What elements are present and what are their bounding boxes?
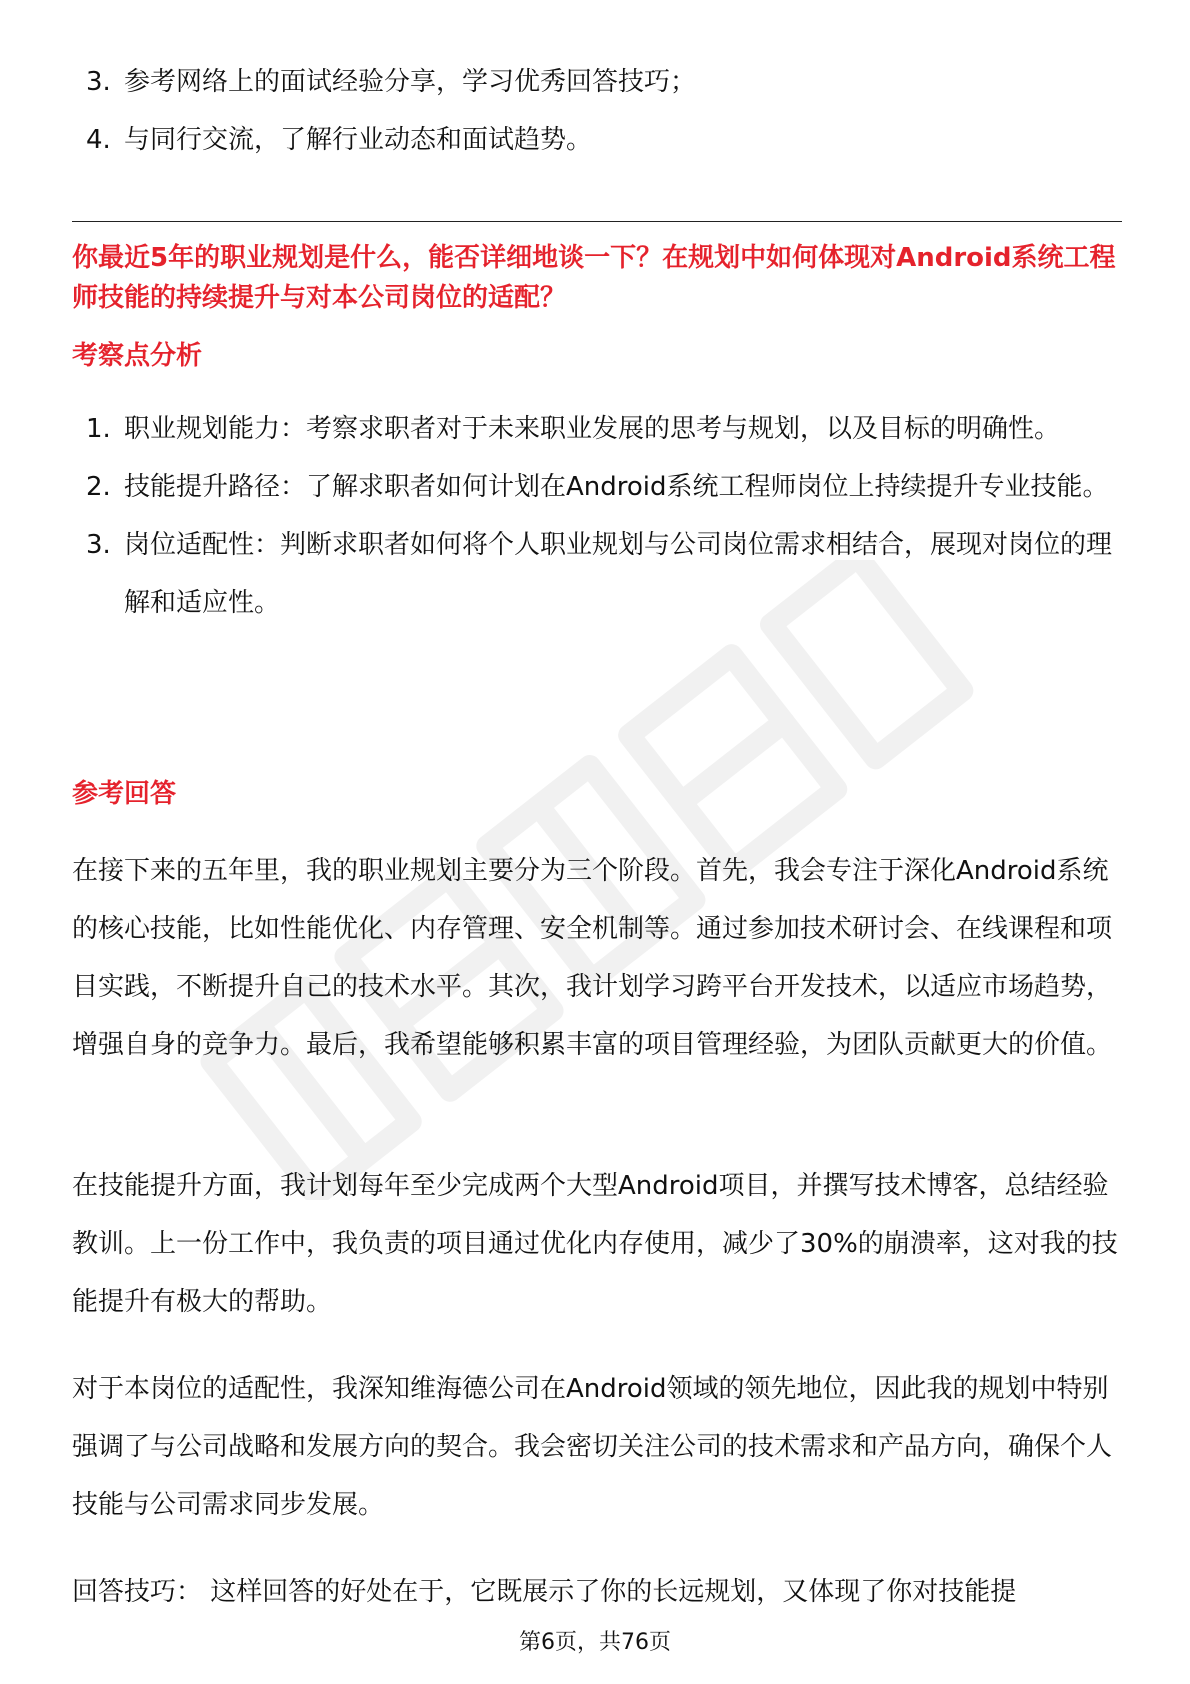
previous-answer-list <box>72 53 1122 169</box>
list-item-number: 4. <box>86 125 111 155</box>
answer-tips: 回答技巧： 这样回答的好处在于，它既展示了你的长远规划，又体现了你对技能提 <box>72 1577 1017 1607</box>
list-item-text: 参考网络上的面试经验分享，学习优秀回答技巧； <box>124 67 697 97</box>
analysis-heading: 考察点分析 <box>72 341 203 371</box>
list-item <box>72 458 1122 516</box>
answer-paragraph: 对于本岗位的适配性，我深知维海德公司在Android领域的领先地位，因此我的规划中特别强调了与公司战略和发展方向的契合。我会密切关注公司的技术需求和产品方向，确保个人技能与公司需求同步发展。 <box>72 1374 1113 1520</box>
analysis-list <box>72 400 1122 632</box>
list-item-number: 2. <box>86 472 111 502</box>
list-item <box>72 53 1122 111</box>
document-page <box>72 0 1122 1684</box>
list-item-number: 3. <box>86 67 111 97</box>
answer-heading: 参考回答 <box>72 779 177 809</box>
list-item-text: 职业规划能力：考察求职者对于未来职业发展的思考与规划，以及目标的明确性。 <box>124 414 1061 444</box>
list-item-text: 技能提升路径：了解求职者如何计划在Android系统工程师岗位上持续提升专业技能。 <box>124 472 1109 502</box>
answer-paragraph: 在技能提升方面，我计划每年至少完成两个大型Android项目，并撰写技术博客，总结经验教训。上一份工作中，我负责的项目通过优化内存使用，减少了30%的崩溃率，这对我的技能提升有极大的帮助。 <box>72 1171 1118 1317</box>
list-item-number: 3. <box>86 530 111 560</box>
list-item-text: 岗位适配性：判断求职者如何将个人职业规划与公司岗位需求相结合，展现对岗位的理解和适应性。 <box>124 530 1113 618</box>
answer-paragraph: 在接下来的五年里，我的职业规划主要分为三个阶段。首先，我会专注于深化Android系统的核心技能，比如性能优化、内存管理、安全机制等。通过参加技术研讨会、在线课程和项目实践，不断提升自己的技术水平。其次，我计划学习跨平台开发技术，以适应市场趋势，增强自身的竞争力。最后，我希望能够积累丰富的项目管理经验，为团队贡献更大的价值。 <box>72 856 1113 1060</box>
list-item-text: 与同行交流，了解行业动态和面试趋势。 <box>124 125 593 155</box>
question-title: 你最近5年的职业规划是什么，能否详细地谈一下？在规划中如何体现对Android系统工程师技能的持续提升与对本公司岗位的适配？ <box>72 243 1116 313</box>
section-divider <box>72 221 1122 222</box>
page-number-footer: 第6页，共76页 <box>519 1630 671 1655</box>
list-item <box>72 516 1122 632</box>
list-item <box>72 111 1122 169</box>
list-item-number: 1. <box>86 414 111 444</box>
list-item <box>72 400 1122 458</box>
